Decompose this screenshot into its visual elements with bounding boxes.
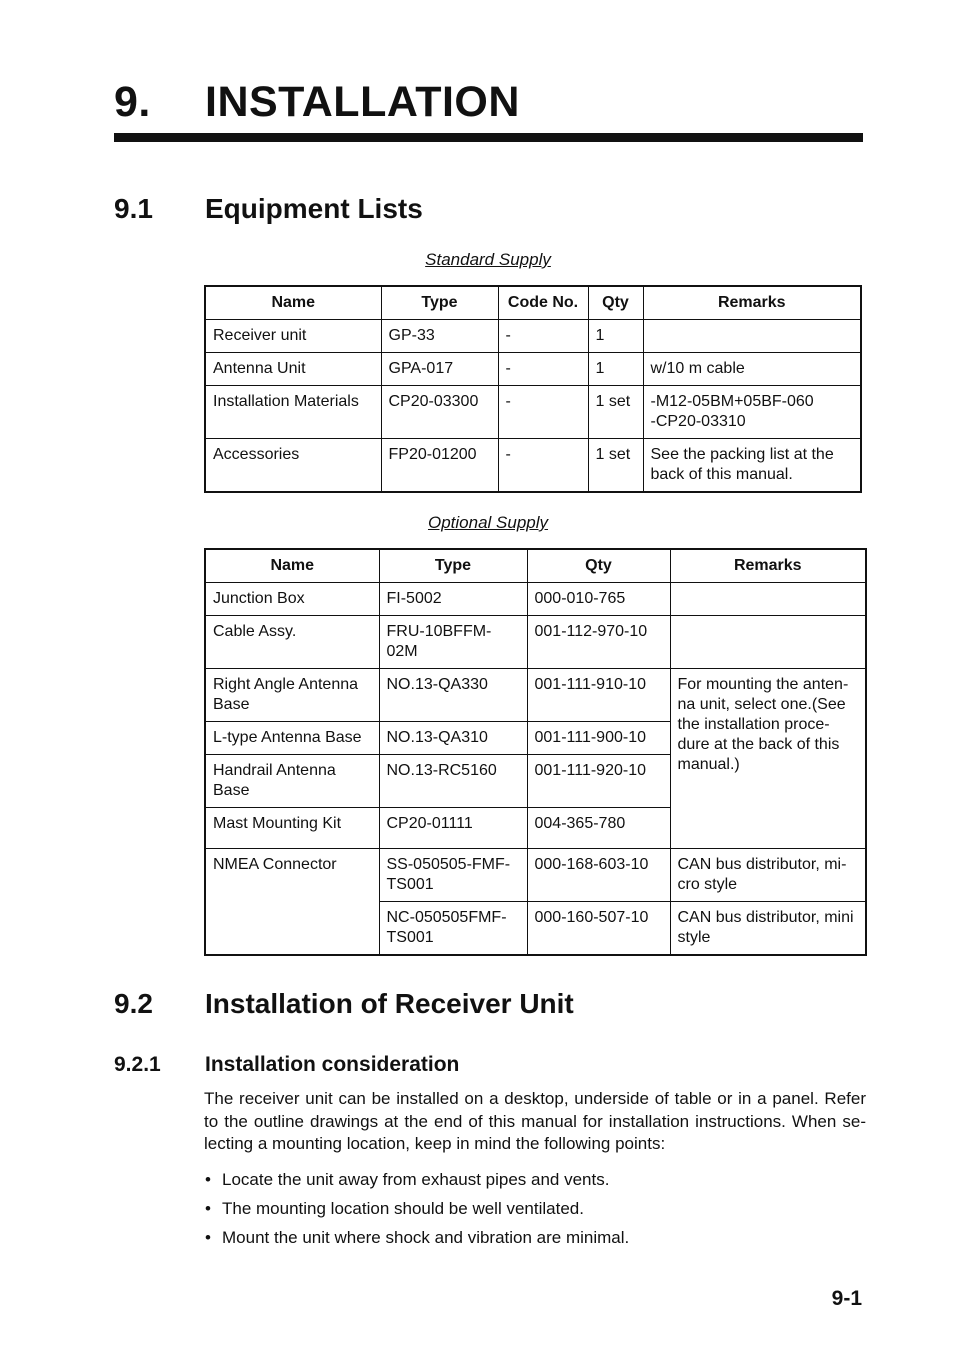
subsection-title: Installation consideration: [205, 1053, 460, 1076]
page-number: 9-1: [831, 1287, 862, 1310]
chapter-title-text: INSTALLATION: [205, 78, 520, 126]
cell-qty: 004-365-780: [527, 808, 670, 849]
section-number: 9.2: [114, 988, 153, 1019]
cell-type: NO.13-RC5160: [379, 755, 527, 808]
optional-supply-caption: Optional Supply: [427, 513, 549, 532]
table-row: [205, 320, 861, 353]
body-paragraph: The receiver unit can be installed on a desktop, underside of table or in a panel. Refer to the outline drawings at the end of this manual for installation instructions. When se-lecting a mounting location, keep in mind the following points:: [204, 1089, 866, 1153]
chapter-title: [114, 78, 520, 127]
cell-type: FP20-01200: [381, 439, 498, 493]
table-row: [205, 583, 866, 616]
cell-qty: 001-111-900-10: [527, 722, 670, 755]
standard-supply-table: [204, 285, 862, 493]
cell-type: CP20-01111: [379, 808, 527, 849]
cell-type: GPA-017: [381, 353, 498, 386]
cell-code: -: [498, 320, 588, 353]
cell-remarks: w/10 m cable: [643, 353, 861, 386]
section-number: 9.1: [114, 193, 153, 224]
subsection-number: 9.2.1: [114, 1053, 161, 1076]
cell-name: L-type Antenna Base: [205, 722, 379, 755]
cell-qty: 001-112-970-10: [527, 616, 670, 669]
table-row: [205, 386, 861, 439]
cell-qty: 1 set: [588, 386, 643, 439]
chapter-number: 9.: [114, 78, 151, 126]
cell-remarks: [670, 616, 866, 669]
cell-type: CP20-03300: [381, 386, 498, 439]
cell-code: -: [498, 353, 588, 386]
cell-type: FI-5002: [379, 583, 527, 616]
cell-type: GP-33: [381, 320, 498, 353]
table-row: [205, 849, 866, 902]
cell-qty: 000-160-507-10: [527, 902, 670, 956]
cell-qty: 001-111-910-10: [527, 669, 670, 722]
table-row: [205, 616, 866, 669]
table-row: [205, 439, 861, 493]
cell-name: Receiver unit: [205, 320, 381, 353]
cell-remarks: CAN bus distributor, mini style: [670, 902, 866, 956]
optional-supply-table: [204, 548, 867, 956]
column-header: Qty: [588, 286, 643, 320]
cell-name: Mast Mounting Kit: [205, 808, 379, 849]
standard-supply-caption: Standard Supply: [425, 250, 551, 269]
column-header: Remarks: [643, 286, 861, 320]
cell-type: SS-050505-FMF-TS001: [379, 849, 527, 902]
table-row: [205, 669, 866, 722]
cell-name: NMEA Connector: [205, 849, 379, 956]
cell-name: Installation Materials: [205, 386, 381, 439]
cell-remarks: [670, 583, 866, 616]
column-header: Code No.: [498, 286, 588, 320]
list-item: • The mounting location should be well ventilated.: [204, 1199, 864, 1228]
list-item: • Mount the unit where shock and vibration are minimal.: [204, 1228, 864, 1257]
subsection-heading: [114, 1052, 459, 1077]
cell-name: Right Angle Antenna Base: [205, 669, 379, 722]
column-header: Type: [381, 286, 498, 320]
cell-type: NO.13-QA330: [379, 669, 527, 722]
column-header: Type: [379, 549, 527, 583]
cell-type: FRU-10BFFM-02M: [379, 616, 527, 669]
list-item: • Locate the unit away from exhaust pipes and vents.: [204, 1170, 864, 1199]
cell-code: -: [498, 386, 588, 439]
cell-type: NO.13-QA310: [379, 722, 527, 755]
section-title: Installation of Receiver Unit: [205, 988, 574, 1019]
cell-remarks: See the packing list at the back of this manual.: [643, 439, 861, 493]
cell-code: -: [498, 439, 588, 493]
cell-qty: 000-168-603-10: [527, 849, 670, 902]
cell-qty: 1 set: [588, 439, 643, 493]
section-heading-equipment-lists: [114, 192, 423, 226]
cell-type: NC-050505FMF-TS001: [379, 902, 527, 956]
cell-remarks: -M12-05BM+05BF-060 -CP20-03310: [643, 386, 861, 439]
column-header: Remarks: [670, 549, 866, 583]
table-header-row: [205, 549, 866, 583]
column-header: Name: [205, 286, 381, 320]
cell-name: Junction Box: [205, 583, 379, 616]
table-row: [205, 353, 861, 386]
cell-qty: 001-111-920-10: [527, 755, 670, 808]
cell-remarks: [643, 320, 861, 353]
cell-name: Handrail Antenna Base: [205, 755, 379, 808]
column-header: Name: [205, 549, 379, 583]
cell-remarks: CAN bus distributor, mi-cro style: [670, 849, 866, 902]
cell-qty: 000-010-765: [527, 583, 670, 616]
column-header: Qty: [527, 549, 670, 583]
table-header-row: [205, 286, 861, 320]
cell-name: Accessories: [205, 439, 381, 493]
chapter-rule: [114, 133, 863, 142]
cell-name: Antenna Unit: [205, 353, 381, 386]
section-title: Equipment Lists: [205, 193, 423, 224]
cell-mounting-remark: For mounting the anten-na unit, select one.(See the installation proce-dure at the back of this manual.): [670, 669, 866, 849]
section-heading-installation-receiver: [114, 987, 574, 1021]
cell-qty: 1: [588, 320, 643, 353]
cell-qty: 1: [588, 353, 643, 386]
cell-name: Cable Assy.: [205, 616, 379, 669]
bullet-list: [204, 1170, 864, 1257]
